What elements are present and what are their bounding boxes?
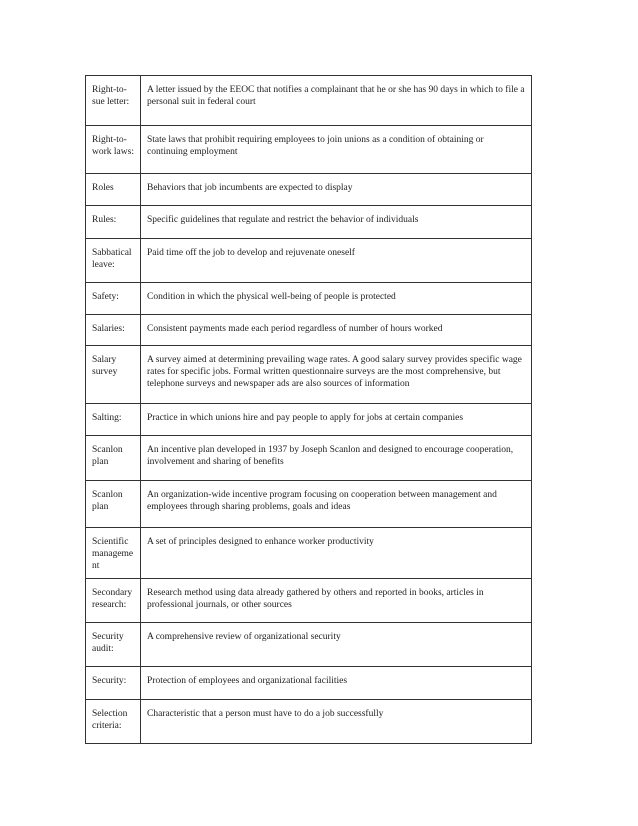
glossary-term: Right-to-sue letter: xyxy=(86,76,141,126)
table-row xyxy=(86,346,532,404)
glossary-definition: A survey aimed at determining prevailing wage rates. A good salary survey provides specific wage rates for specific jobs. Formal written questionnaire surveys are the most comprehensive, but telephone surveys and newspaper ads are also sources of information xyxy=(141,346,532,404)
glossary-definition: Consistent payments made each period regardless of number of hours worked xyxy=(141,315,532,346)
glossary-term: Safety: xyxy=(86,283,141,315)
glossary-definition: Paid time off the job to develop and rejuvenate oneself xyxy=(141,239,532,283)
glossary-definition: Condition in which the physical well-being of people is protected xyxy=(141,283,532,315)
glossary-definition: Behaviors that job incumbents are expected to display xyxy=(141,174,532,206)
table-row xyxy=(86,528,532,579)
glossary-definition: A letter issued by the EEOC that notifies a complainant that he or she has 90 days in which to file a personal suit in federal court xyxy=(141,76,532,126)
glossary-term: Salting: xyxy=(86,404,141,436)
glossary-term: Rules: xyxy=(86,206,141,239)
table-row xyxy=(86,623,532,667)
table-row xyxy=(86,126,532,174)
glossary-term: Scientific management xyxy=(86,528,141,579)
glossary-term: Scanlon plan xyxy=(86,436,141,481)
glossary-term: Scanlon plan xyxy=(86,481,141,528)
glossary-term: Salaries: xyxy=(86,315,141,346)
table-row xyxy=(86,579,532,623)
glossary-term: Security audit: xyxy=(86,623,141,667)
glossary-term: Sabbatical leave: xyxy=(86,239,141,283)
glossary-definition: A set of principles designed to enhance worker productivity xyxy=(141,528,532,579)
table-row xyxy=(86,76,532,126)
glossary-definition: Practice in which unions hire and pay people to apply for jobs at certain companies xyxy=(141,404,532,436)
table-row xyxy=(86,315,532,346)
glossary-term: Selection criteria: xyxy=(86,700,141,744)
table-row xyxy=(86,206,532,239)
glossary-table xyxy=(85,75,532,744)
glossary-definition: Specific guidelines that regulate and restrict the behavior of individuals xyxy=(141,206,532,239)
table-row xyxy=(86,436,532,481)
glossary-term: Roles xyxy=(86,174,141,206)
glossary-term: Salary survey xyxy=(86,346,141,404)
glossary-definition: A comprehensive review of organizational security xyxy=(141,623,532,667)
table-row xyxy=(86,239,532,283)
table-row xyxy=(86,283,532,315)
glossary-definition: An organization-wide incentive program focusing on cooperation between management and employees through sharing problems, goals and ideas xyxy=(141,481,532,528)
glossary-term: Right-to-work laws: xyxy=(86,126,141,174)
table-row xyxy=(86,174,532,206)
glossary-definition: An incentive plan developed in 1937 by Joseph Scanlon and designed to encourage cooperation, involvement and sharing of benefits xyxy=(141,436,532,481)
glossary-term: Security: xyxy=(86,667,141,700)
glossary-definition: Research method using data already gathered by others and reported in books, articles in professional journals, or other sources xyxy=(141,579,532,623)
glossary-definition: State laws that prohibit requiring employees to join unions as a condition of obtaining or continuing employment xyxy=(141,126,532,174)
table-row xyxy=(86,404,532,436)
glossary-term: Secondary research: xyxy=(86,579,141,623)
glossary-definition: Characteristic that a person must have to do a job successfully xyxy=(141,700,532,744)
table-row xyxy=(86,700,532,744)
table-row xyxy=(86,481,532,528)
glossary-definition: Protection of employees and organizational facilities xyxy=(141,667,532,700)
table-row xyxy=(86,667,532,700)
